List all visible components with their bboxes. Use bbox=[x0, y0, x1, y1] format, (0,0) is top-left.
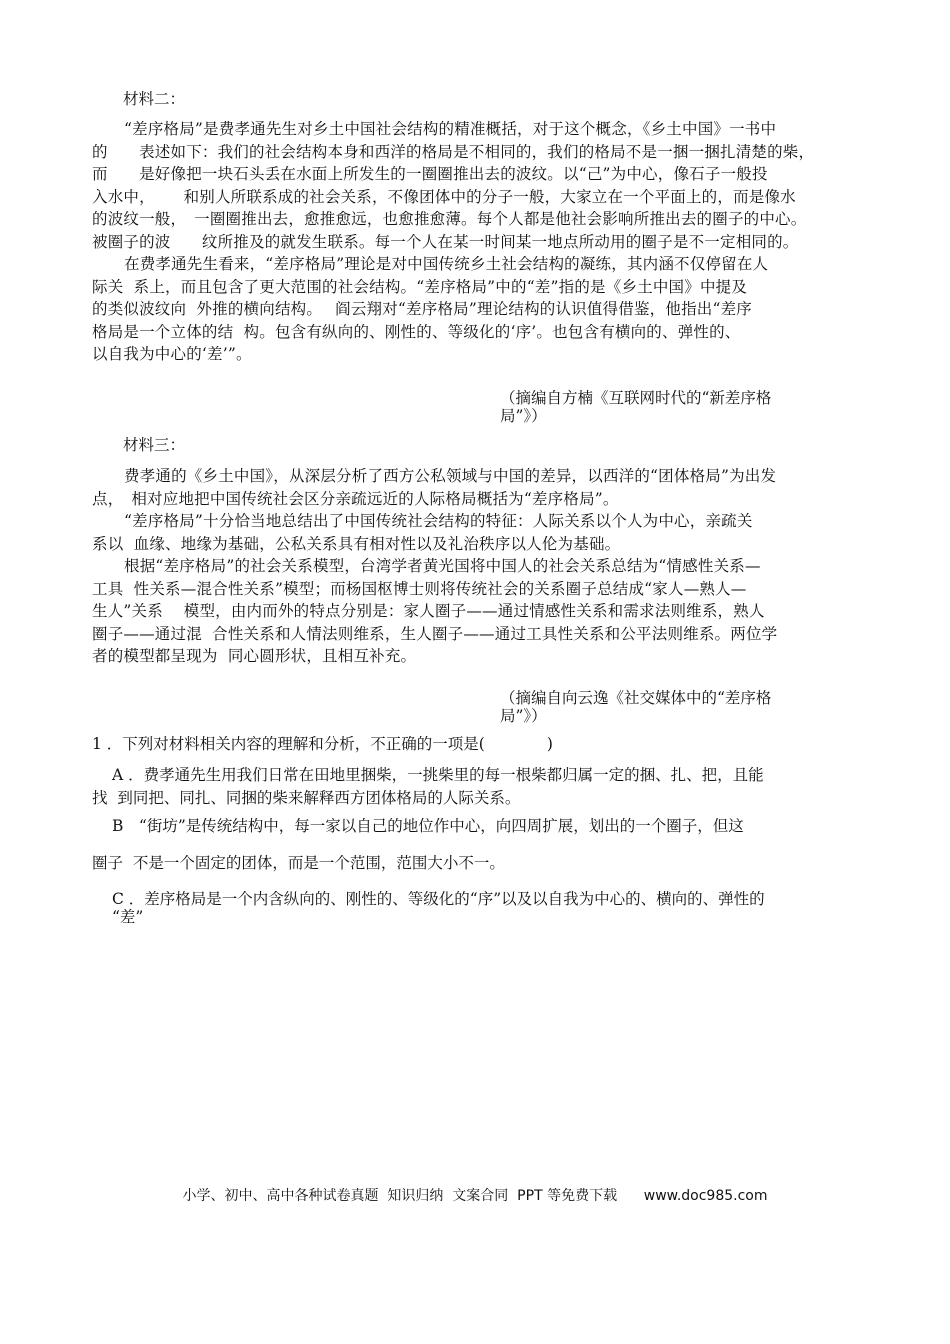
paragraph-line: 圈子——通过混 合性关系和人情法则维系，生人圈子——通过工具性关系和公平法则维系。两位学 bbox=[92, 624, 778, 643]
material2-source-line2: 局”》） bbox=[500, 407, 547, 425]
material2-source-line1: （摘编自方楠《互联网时代的“新差序格 bbox=[500, 389, 772, 407]
material2-heading: 材料二： bbox=[123, 90, 186, 108]
option-b-line1: B “街坊”是传统结构中，每一家以自己的地位作中心，向四周扩展，划出的一个圈子，但这 bbox=[112, 817, 744, 835]
option-c-line1: C ．差序格局是一个内含纵向的、刚性的、等级化的“序”以及以自我为中心的、横向的、弹性的 bbox=[112, 890, 765, 908]
paragraph-line: 根据“差序格局”的社会关系模型，台湾学者黄光国将中国人的社会关系总结为“情感性关系— bbox=[124, 557, 761, 575]
paragraph-line: 入水中， 和别人所联系成的社会关系，不像团体中的分子一般，大家立在一个平面上的，而是像水 bbox=[92, 187, 796, 206]
paragraph-line: 者的模型都呈现为 同心圆形状，且相互补充。 bbox=[92, 647, 417, 665]
paragraph-line: 以自我为中心的‘差’”。 bbox=[92, 345, 252, 363]
paragraph-line: 生人”关系 模型，由内而外的特点分别是：家人圈子——通过情感性关系和需求法则维系，熟人 bbox=[92, 602, 765, 620]
paragraph-line: 格局是一个立体的结 构。包含有纵向的、刚性的、等级化的‘序’。也包含有横向的、弹性的、 bbox=[92, 322, 741, 341]
paragraph-line: 际关 系上，而且包含了更大范围的社会结构。“差序格局”中的“差”指的是《乡土中国》中提及 bbox=[92, 277, 748, 296]
paragraph-line: 工具 性关系—混合性关系”模型；而杨国枢博士则将传统社会的关系圈子总结成“家人—熟人— bbox=[92, 579, 747, 598]
material2-body bbox=[92, 118, 892, 366]
material3-source-line1: （摘编自向云逸《社交媒体中的“差序格 bbox=[500, 689, 772, 707]
footer-text: 小学、初中、高中各种试卷真题 知识归纳 文案合同 PPT 等免费下载 www.doc985.com bbox=[182, 1188, 768, 1204]
question-stem: 1 ．下列对材料相关内容的理解和分析，不正确的一项是( ) bbox=[92, 735, 553, 753]
paragraph-line: “差序格局”是费孝通先生对乡土中国社会结构的精准概括，对于这个概念，《乡土中国》一书中 bbox=[124, 120, 777, 138]
material3-body bbox=[92, 465, 892, 668]
material3-heading: 材料三： bbox=[123, 436, 186, 454]
option-a-line2: 找 到同把、同扎、同捆的柴来解释西方团体格局的人际关系。 bbox=[92, 789, 521, 807]
paragraph-line: 的波纹一般， 一圈圈推出去，愈推愈远，也愈推愈薄。每个人都是他社会影响所推出去的圈子的中心。 bbox=[92, 210, 807, 228]
paragraph-line: 而 是好像把一块石头丢在水面上所发生的一圈圈推出去的波纹。以“己”为中心，像石子一般投 bbox=[92, 165, 768, 183]
paragraph-line: 费孝通的《乡土中国》，从深层分析了西方公私领域与中国的差异，以西洋的“团体格局”为出发 bbox=[124, 467, 777, 485]
paragraph-line: 系以 血缘、地缘为基础，公私关系具有相对性以及礼治秩序以人伦为基础。 bbox=[92, 534, 621, 553]
paragraph-line: 的 表述如下：我们的社会结构本身和西洋的格局是不相同的，我们的格局不是一捆一捆扎清楚的柴， bbox=[92, 142, 815, 161]
option-c-line2: “差” bbox=[112, 908, 144, 926]
paragraph-line: 被圈子的波 纹所推及的就发生联系。每一个人在某一时间某一地点所动用的圈子是不一定相同的。 bbox=[92, 232, 799, 251]
option-b-line2: 圈子 不是一个固定的团体，而是一个范围，范围大小不一。 bbox=[92, 854, 505, 872]
material3-source-line2: 局”》） bbox=[500, 707, 547, 725]
paragraph-line: 点， 相对应地把中国传统社会区分亲疏远近的人际格局概括为“差序格局”。 bbox=[92, 489, 619, 508]
paragraph-line: 在费孝通先生看来，“差序格局”理论是对中国传统乡土社会结构的凝练，其内涵不仅停留在人 bbox=[124, 255, 769, 273]
paragraph-line: 的类似波纹向 外推的横向结构。 阎云翔对“差序格局”理论结构的认识值得借鉴，他指出“差序 bbox=[92, 300, 753, 318]
option-a-line1: A ．费孝通先生用我们日常在田地里捆柴，一挑柴里的每一根柴都归属一定的捆、扎、把，且能 bbox=[112, 766, 764, 784]
paragraph-line: “差序格局”十分恰当地总结出了中国传统社会结构的特征：人际关系以个人为中心，亲疏关 bbox=[124, 512, 753, 530]
